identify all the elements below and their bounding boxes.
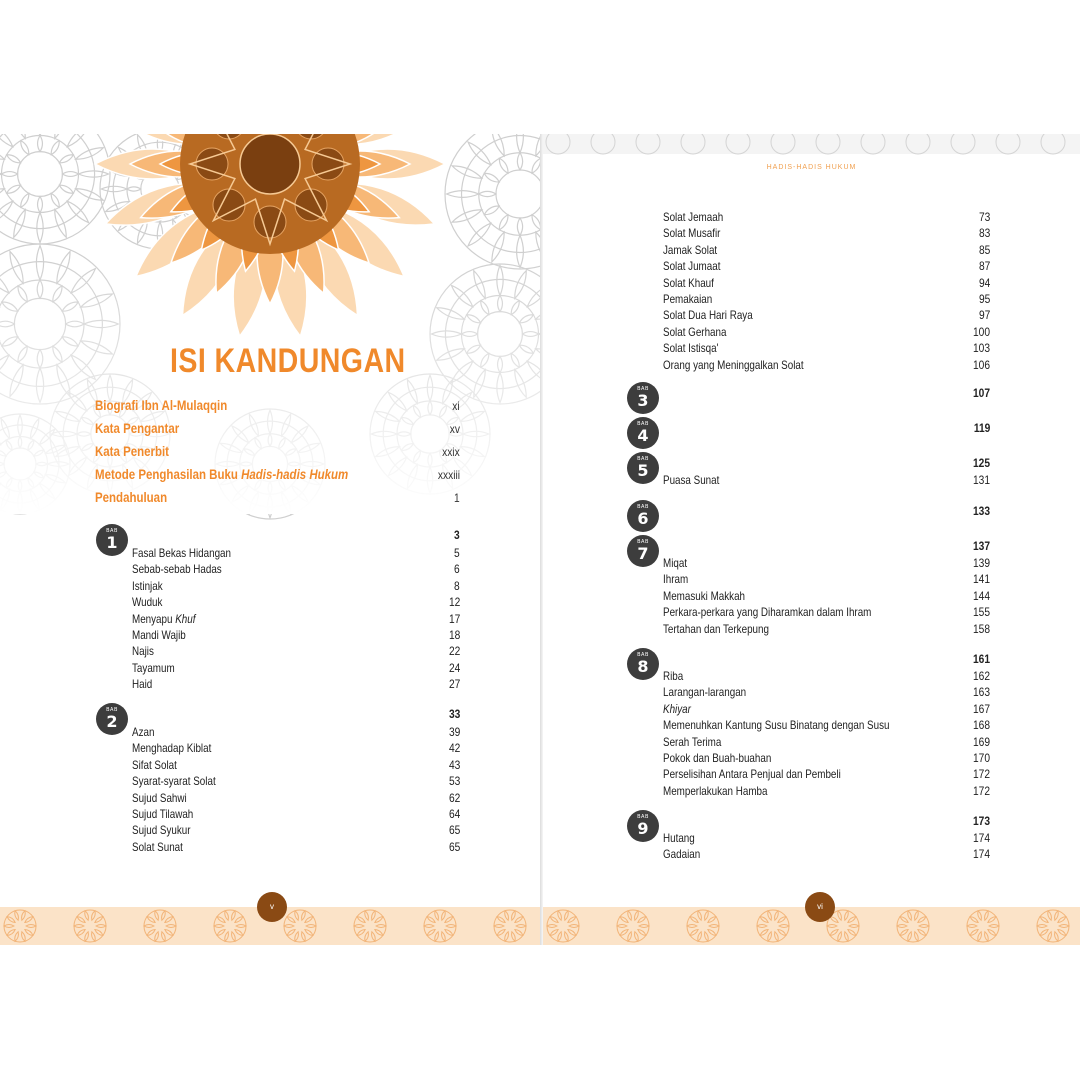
toc-front-entry-page-number: 1 [454,491,460,505]
toc-entry-page-number: 53 [448,774,460,789]
toc-entry [663,751,990,767]
toc-entry-label: Azan [132,725,155,739]
toc-entry-page-number: 139 [972,556,990,570]
toc-entry [663,767,990,783]
toc-front-entry [95,489,460,511]
bab-word: BAB [637,456,649,462]
toc-entry [663,556,990,572]
toc-entry-page-number: 169 [972,734,990,749]
toc-entry-page-number: 73 [978,210,990,224]
bab-number: 4 [637,426,649,445]
toc-front-entry [95,466,460,488]
toc-entry [132,677,460,693]
toc-entry [132,628,460,644]
toc-chapter-heading [132,707,460,724]
bab-number-badge [96,703,128,735]
toc-entry-page-number: 42 [448,741,460,756]
toc-entry-page-number: 158 [972,621,990,636]
toc-entry-page-number: 85 [978,242,990,257]
toc-front-entry-label: Pendahuluan [95,489,168,505]
toc-entry-label: Gadaian [663,847,701,862]
toc-entry-label: Pokok dan Buah-buahan [663,751,772,765]
toc-front-entry [95,397,460,419]
toc-entry-page-number: 170 [972,751,990,765]
toc-entry-page-number: 65 [448,839,460,854]
bab-number-badge [627,810,659,842]
toc-entry-label: Solat Istisqa' [663,341,719,356]
toc-entry-label: Sujud Syukur [132,823,191,838]
toc-entry [663,259,990,275]
toc-entry [663,358,990,374]
toc-entry-label: Najis [132,644,154,659]
right-page [543,134,1080,945]
toc-entry-label: Istinjak [132,578,163,593]
toc-entry-page-number: 62 [448,790,460,805]
entry-label-italic: Khiyar [663,701,691,716]
toc-entry-page-number: 167 [972,701,990,716]
toc-front-entry [95,420,460,442]
bab-number-badge [627,417,659,449]
toc-entry [132,595,460,611]
toc-entry-label: Perkara-perkara yang Diharamkan dalam Ihram [663,605,872,620]
toc-entry [663,735,990,751]
toc-entry-page-number: 100 [972,324,990,339]
toc-chapter-heading-page-number: 137 [972,539,990,553]
toc-chapter-heading [663,504,990,521]
bab-word: BAB [637,386,649,392]
toc-entry-label: Sujud Tilawah [132,807,194,821]
toc-chapter-heading [663,456,990,473]
page-number-badge: vi [805,892,835,922]
toc-entry-label: Haid [132,677,153,692]
toc-entry [132,579,460,595]
toc-entry [663,243,990,259]
toc-entry [663,308,990,324]
toc-entry [663,473,990,489]
toc-entry-label: Memasuki Makkah [663,588,746,603]
toc-entry-label [132,612,195,626]
toc-front-entry [95,443,460,465]
toc-entry-label: Memperlakukan Hamba [663,783,768,798]
toc-entry-label: Wuduk [132,595,163,610]
toc-entry-page-number: 155 [972,605,990,620]
toc-entry-label: Mandi Wajib [132,628,186,642]
toc-chapter-heading [663,539,990,556]
toc-entry [663,572,990,588]
toc-entry-page-number: 8 [454,578,460,593]
toc-entry-label: Puasa Sunat [663,473,720,487]
toc-front-entry-label: Kata Pengantar [95,420,180,436]
toc-entry-page-number: 95 [978,292,990,306]
toc-chapter-heading-page-number: 3 [454,528,460,542]
bab-word: BAB [637,539,649,545]
toc-entry-page-number: 174 [972,847,990,862]
toc-front-entry-label: Biografi Ibn Al-Mulaqqin [95,397,228,413]
toc-entry-label: Perselisihan Antara Penjual dan Pembeli [663,767,841,782]
bab-number: 8 [637,657,649,676]
toc-entry-page-number: 141 [972,572,990,587]
bab-word: BAB [637,652,649,658]
toc-entry-label: Hutang [663,831,695,845]
toc-chapter-heading-page-number: 161 [972,652,990,666]
toc-entry [663,847,990,863]
toc-entry [663,210,990,226]
running-head: HADIS-HADIS HUKUM [766,164,857,171]
bab-word: BAB [637,814,649,820]
toc-entry-page-number: 6 [454,562,460,577]
toc-chapter-heading-page-number: 107 [972,386,990,400]
toc-entry-page-number: 97 [978,308,990,323]
toc-entry-page-number: 12 [448,595,460,610]
toc-chapter-heading [663,421,990,438]
toc-entry-page-number: 144 [972,588,990,603]
bab-number: 1 [106,533,118,552]
book-spread [0,134,1080,945]
toc-entry-page-number: 43 [448,757,460,772]
toc-entry [663,702,990,718]
toc-entry-label: Jamak Solat [663,242,718,257]
bab-number-badge [96,524,128,556]
toc-entry [663,325,990,341]
toc-entry-label: Orang yang Meninggalkan Solat [663,357,804,372]
toc-entry [132,644,460,660]
toc-entry [132,661,460,677]
toc-entry [132,774,460,790]
toc-entry [663,669,990,685]
toc-entry-label: Larangan-larangan [663,685,747,700]
toc-entry-label: Solat Khauf [663,275,714,290]
toc-chapter-heading-page-number: 119 [973,421,990,435]
toc-entry [132,807,460,823]
toc-entry-page-number: 172 [972,767,990,782]
toc-entry-page-number: 27 [448,677,460,692]
toc-front-entry-label: Kata Penerbit [95,443,170,459]
bab-number: 6 [637,509,649,528]
toc-entry-label: Tayamum [132,660,175,675]
toc-entry-page-number: 106 [972,357,990,372]
toc-entry-label: Solat Gerhana [663,324,727,339]
toc-entry-page-number: 64 [448,807,460,821]
toc-entry [663,685,990,701]
toc-entry-page-number: 163 [972,685,990,700]
toc-entry-page-number: 22 [448,644,460,659]
toc-entry-label: Sifat Solat [132,757,177,772]
toc-entry [663,589,990,605]
toc-entry [132,612,460,628]
toc-chapter-heading-page-number: 173 [972,814,990,828]
left-page [0,134,540,945]
toc-entry-label: Solat Jumaat [663,259,721,274]
toc-entry [663,292,990,308]
toc-entry [132,791,460,807]
toc-front-entry-page-number: xv [449,422,460,436]
toc-front-entry-page-number: xi [452,399,460,413]
toc-entry [132,758,460,774]
toc-entry-page-number: 17 [448,611,460,626]
entry-label-italic: Khuf [175,611,196,626]
toc-entry-label: Tertahan dan Terkepung [663,621,769,636]
toc-entry-label: Memenuhkan Kantung Susu Binatang dengan Susu [663,718,890,733]
toc-front-entry-page-number: xxix [442,445,460,459]
bab-word: BAB [637,504,649,510]
entry-label-text: Menyapu [132,611,176,626]
bab-number: 9 [637,819,649,838]
bab-number: 5 [637,461,649,480]
toc-entry-page-number: 162 [972,669,990,683]
toc-front-entry-page-number: xxxiii [437,468,460,482]
bab-number-badge [627,382,659,414]
toc-entry-label: Solat Musafir [663,226,721,241]
toc-entry-page-number: 39 [448,725,460,739]
toc-chapter-heading-page-number: 125 [972,456,990,470]
toc-entry [663,831,990,847]
toc-entry-label [663,702,691,716]
bab-number-badge [627,535,659,567]
entry-label-italic: Hadis-hadis Hukum [241,466,349,482]
toc-entry [132,546,460,562]
toc-entry [663,341,990,357]
bab-number-badge [627,648,659,680]
toc-entry-label: Riba [663,669,684,683]
toc-chapter-heading-page-number: 33 [448,707,460,721]
toc-entry [132,741,460,757]
bab-number-badge [627,500,659,532]
toc-entry [663,276,990,292]
bab-word: BAB [106,707,118,713]
toc-chapter-heading [663,652,990,669]
toc-entry-label: Serah Terima [663,734,722,749]
page-number-badge: v [257,892,287,922]
toc-entry [132,823,460,839]
toc-entry-page-number: 172 [972,783,990,798]
toc-chapter-heading [132,528,460,545]
toc-entry-label: Pemakaian [663,292,713,306]
toc-entry [132,725,460,741]
toc-entry-label: Solat Dua Hari Raya [663,308,753,323]
toc-front-entry-label [95,466,348,482]
toc-entry-page-number: 18 [448,628,460,642]
toc-entry-label: Sebab-sebab Hadas [132,562,222,577]
toc-entry-page-number: 5 [454,546,460,560]
toc-entry [132,840,460,856]
toc-entry-label: Solat Sunat [132,839,183,854]
toc-entry [663,718,990,734]
toc-entry-label: Fasal Bekas Hidangan [132,546,232,560]
toc-entry-label: Miqat [663,556,688,570]
toc-entry-label: Ihram [663,572,689,587]
toc-entry [663,605,990,621]
toc-entry-label: Solat Jemaah [663,210,724,224]
toc-entry-page-number: 65 [448,823,460,838]
toc-entry-page-number: 131 [972,473,990,487]
page-title: ISI KANDUNGAN [170,342,406,380]
toc-entry [132,562,460,578]
bab-number: 2 [106,712,118,731]
toc-entry-page-number: 168 [972,718,990,733]
header-ornament-band [543,134,1080,164]
bab-number-badge [627,452,659,484]
toc-entry [663,622,990,638]
toc-entry-page-number: 174 [972,831,990,845]
toc-entry-label: Menghadap Kiblat [132,741,212,756]
bab-word: BAB [106,528,118,534]
toc-entry-label: Syarat-syarat Solat [132,774,216,789]
toc-entry-page-number: 94 [978,275,990,290]
toc-entry-page-number: 87 [978,259,990,274]
bab-number: 3 [637,391,649,410]
toc-entry [663,784,990,800]
toc-chapter-heading [663,814,990,831]
toc-chapter-heading [663,386,990,403]
entry-label-text: Metode Penghasilan Buku [95,466,242,482]
toc-entry-page-number: 83 [978,226,990,241]
toc-entry-label: Sujud Sahwi [132,790,187,805]
toc-entry-page-number: 24 [448,660,460,675]
bab-number: 7 [637,544,649,563]
toc-entry-page-number: 103 [972,341,990,356]
toc-chapter-heading-page-number: 133 [972,504,990,518]
bab-word: BAB [637,421,649,427]
toc-entry [663,226,990,242]
